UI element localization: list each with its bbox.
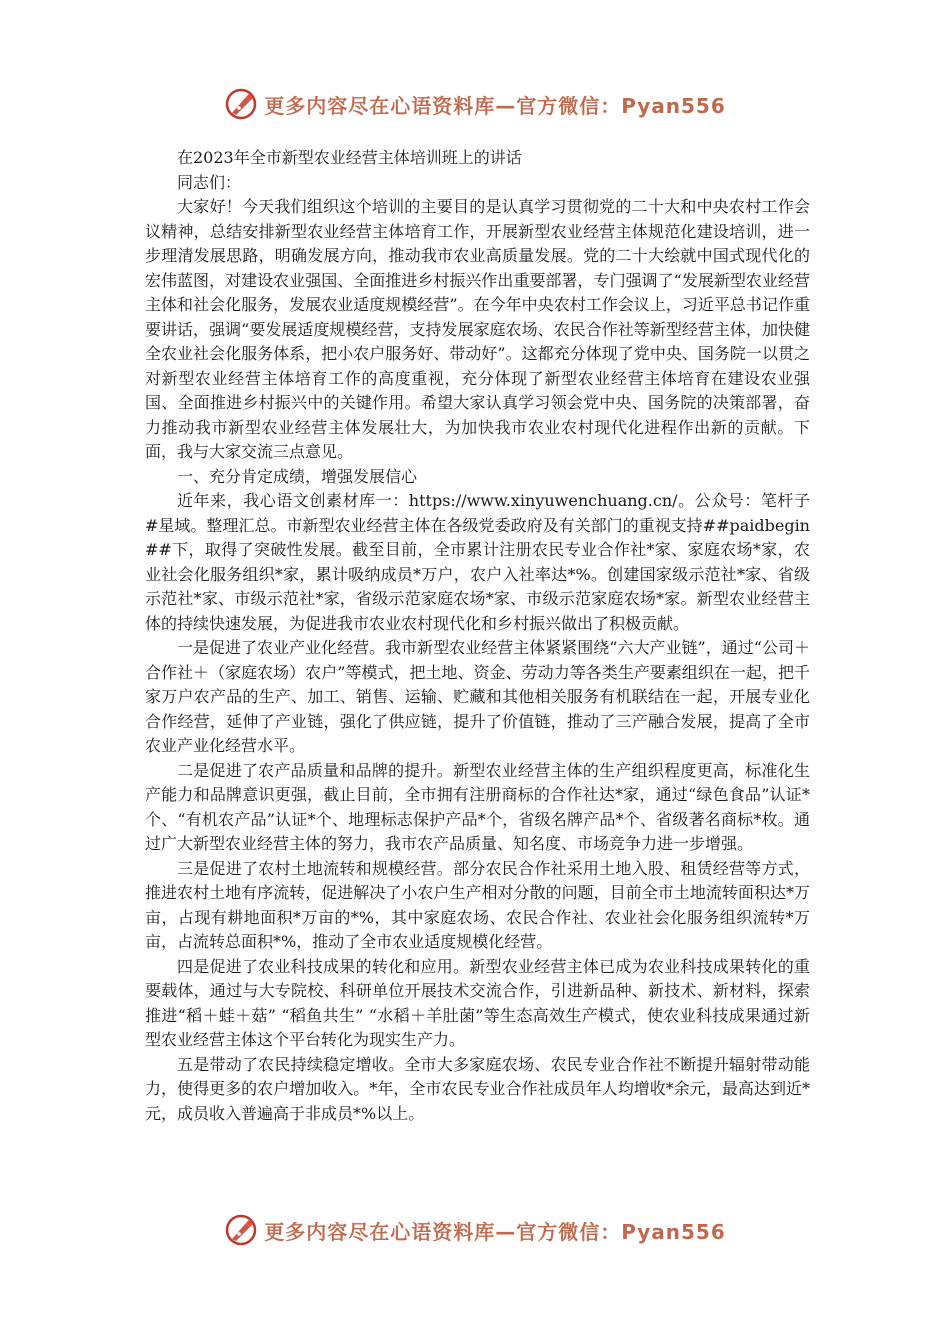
footer-banner [0, 1208, 950, 1252]
paragraph: 五是带动了农民持续稳定增收。全市大多家庭农场、农民专业合作社不断提升辐射带动能力，使得更多的农户增加收入。*年，全市农民专业合作社成员年人均增收*余元，最高达到近*元，成员收入普遍高于非成员*%以上。 [145, 1054, 810, 1123]
document-body [145, 146, 810, 1126]
section-heading: 一、充分肯定成绩，增强发展信心 [177, 466, 418, 486]
paragraph: 四是促进了农业科技成果的转化和应用。新型农业经营主体已成为农业科技成果转化的重要载体，通过与大专院校、科研单位开展技术交流合作，引进新品种、新技术、新材料，探索推进“稻＋蛙＋菇” “稻鱼共生” “水稻＋羊肚菌”等生态高效生产模式，使农业科技成果通过新型农业经营主体这个平台转化为现实生产力。 [145, 956, 810, 1049]
paragraph: 近年来，我心语文创素材库一：https://www.xinyuwenchuang.cn/。公众号：笔杆子#星域。整理汇总。市新型农业经营主体在各级党委政府及有关部门的重视支持##paidbegin##下，取得了突破性发展。截至目前，全市累计注册农民专业合作社*家、家庭农场*家，农业社会化服务组织*家，累计吸纳成员*万户，农户入社率达*%。创建国家级示范社*家、省级示范社*家、市级示范社*家，省级示范家庭农场*家、市级示范家庭农场*家。新型农业经营主体的持续快速发展，为促进我市农业农村现代化和乡村振兴做出了积极贡献。 [145, 491, 810, 633]
paragraph: 大家好！今天我们组织这个培训的主要目的是认真学习贯彻党的二十大和中央农村工作会议精神，总结安排新型农业经营主体培育工作，开展新型农业经营主体规范化建设培训，进一步理清发展思路，明确发展方向，推动我市农业高质量发展。党的二十大绘就中国式现代化的宏伟蓝图，对建设农业强国、全面推进乡村振兴作出重要部署，专门强调了“发展新型农业经营主体和社会化服务，发展农业适度规模经营”。在今年中央农村工作会议上，习近平总书记作重要讲话，强调“要发展适度规模经营，支持发展家庭农场、农民合作社等新型经营主体，加快健全农业社会化服务体系，把小农户服务好、带动好”。这都充分体现了党中央、国务院一以贯之对新型农业经营主体培育工作的高度重视，充分体现了新型农业经营主体培育在建设农业强国、全面推进乡村振兴中的关键作用。希望大家认真学习领会党中央、国务院的决策部署，奋力推动我市新型农业经营主体发展壮大，为加快我市农业农村现代化进程作出新的贡献。下面，我与大家交流三点意见。 [145, 197, 810, 461]
salutation: 同志们： [177, 172, 242, 192]
pen-nib-logo-icon [224, 87, 258, 121]
paragraph: 二是促进了农产品质量和品牌的提升。新型农业经营主体的生产组织程度更高，标准化生产能力和品牌意识更强，截止目前，全市拥有注册商标的合作社达*家，通过“绿色食品”认证*个、“有机农产品”认证*个、地理标志保护产品*个，省级名牌产品*个、省级著名商标*枚。通过广大新型农业经营主体的努力，我市农产品质量、知名度、市场竞争力进一步增强。 [145, 760, 810, 853]
paragraph: 一是促进了农业产业化经营。我市新型农业经营主体紧紧围绕“六大产业链”，通过“公司＋合作社＋（家庭农场）农户”等模式，把土地、资金、劳动力等各类生产要素组织在一起，把千家万户农产品的生产、加工、销售、运输、贮藏和其他相关服务有机联结在一起，开展专业化合作经营，延伸了产业链，强化了供应链，提升了价值链，推动了三产融合发展，提高了全市农业产业化经营水平。 [145, 638, 810, 755]
banner-text: 更多内容尽在心语资料库—官方微信：Pyan556 [264, 1219, 726, 1244]
banner-text: 更多内容尽在心语资料库—官方微信：Pyan556 [264, 93, 726, 118]
header-banner [0, 82, 950, 126]
pen-nib-logo-icon [224, 1213, 258, 1247]
paragraph: 三是促进了农村土地流转和规模经营。部分农民合作社采用土地入股、租赁经营等方式，推进农村土地有序流转，促进解决了小农户生产相对分散的问题，目前全市土地流转面积达*万亩，占现有耕地面积*万亩的*%，其中家庭农场、农民合作社、农业社会化服务组织流转*万亩，占流转总面积*%，推动了全市农业适度规模化经营。 [145, 858, 810, 951]
document-title: 在2023年全市新型农业经营主体培训班上的讲话 [177, 148, 522, 167]
